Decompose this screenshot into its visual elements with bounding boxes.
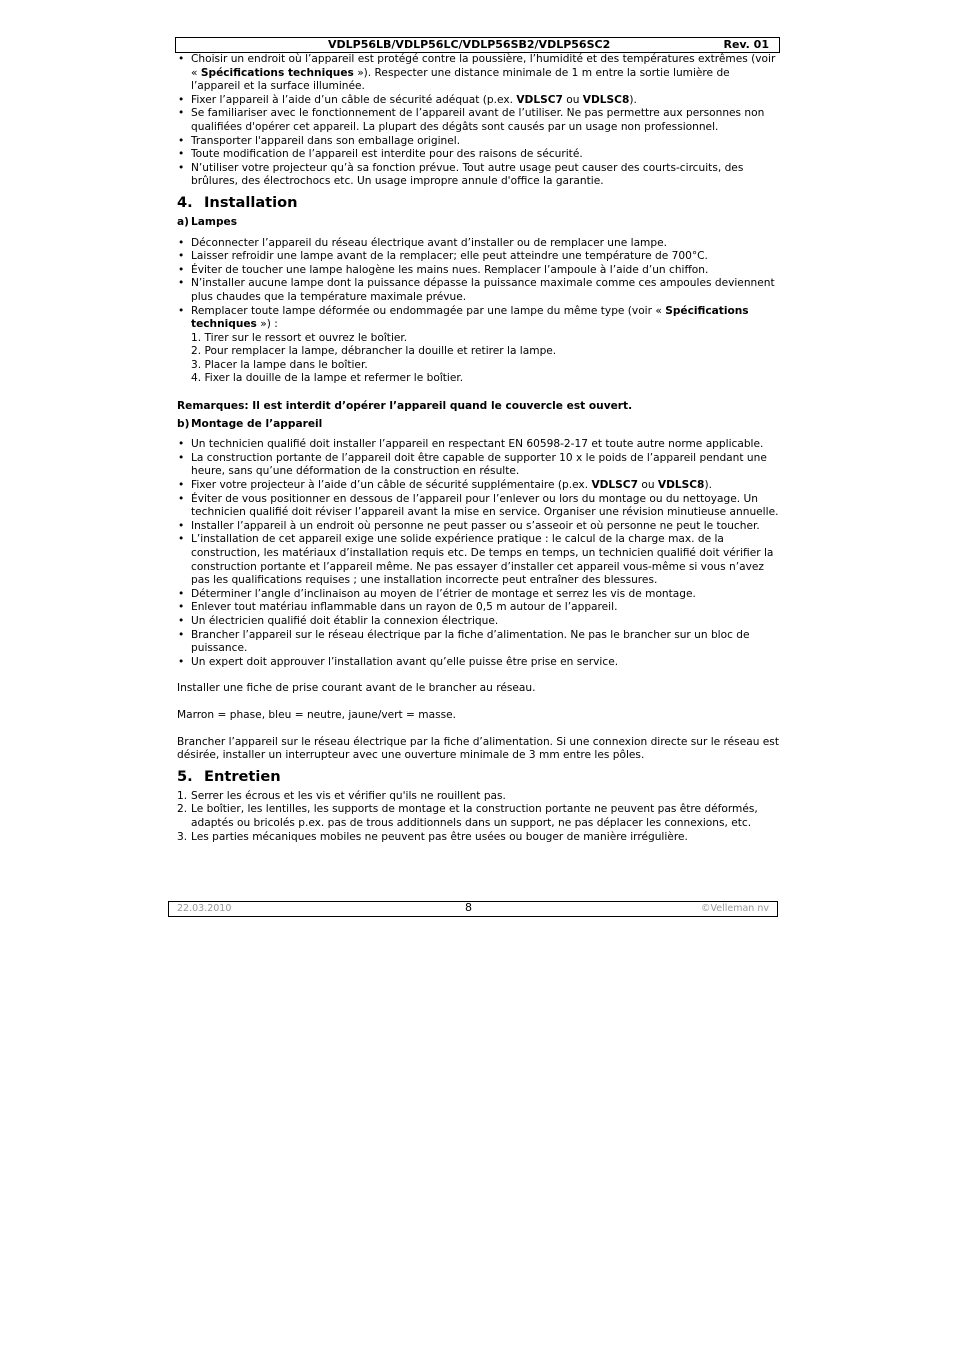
list-item: • N’installer aucune lampe dont la puissance dépasse la puissance maximale comme ces ampoules deviennent plus chaudes que la température maximale prévue. [177, 277, 781, 304]
maintenance-list [177, 790, 781, 844]
list-item: 3. Les parties mécaniques mobiles ne peuvent pas être usées ou bouger de manière irrégulière. [177, 830, 688, 843]
list-item: 2. Le boîtier, les lentilles, les supports de montage et la construction portante ne peuvent pas être déformés, adaptés ou bricolés p.ex. pas de trous additionnels dans un support, ne pas déplacer les connexions, etc. [177, 803, 758, 829]
list-item: • Remplacer toute lampe déformée ou endommagée par une lampe du même type (voir « Spécifications techniques ») : [177, 305, 781, 332]
list-item: • Déterminer l’angle d’inclinaison au moyen de l’étrier de montage et serrez les vis de montage. [177, 588, 781, 602]
copyright-notice: ©Velleman nv [701, 903, 769, 914]
step-item: 1. Tirer sur le ressort et ouvrez le boîtier. [191, 331, 408, 344]
list-item: • Éviter de toucher une lampe halogène les mains nues. Remplacer l’ampoule à l’aide d’un chiffon. [177, 264, 781, 278]
section-heading-entretien: 5. Entretien [177, 767, 281, 785]
lamp-bullet-list [177, 237, 781, 332]
paragraph-plug: Installer une fiche de prise courant avant de le brancher au réseau. [177, 682, 536, 695]
list-item: • Toute modification de l’appareil est interdite pour des raisons de sécurité. [177, 148, 781, 162]
page-content [177, 53, 781, 844]
step-item: 2. Pour remplacer la lampe, débrancher la douille et retirer la lampe. [191, 345, 557, 358]
remark-note: Remarques: Il est interdit d’opérer l’appareil quand le couvercle est ouvert. [177, 400, 633, 413]
list-item: • Se familiariser avec le fonctionnement de l’appareil avant de l’utiliser. Ne pas permettre aux personnes non qualifiées d'opérer cet appareil. La plupart des dégâts sont causés par un usage non professionnel. [177, 107, 781, 134]
list-item: 1. Serrer les écrous et les vis et vérifier qu'ils ne rouillent pas. [177, 789, 506, 802]
list-item: • Éviter de vous positionner en dessous de l’appareil pour l’enlever ou lors du montage ou du nettoyage. Un technicien qualifié doit réviser l’appareil avant la mise en service. Organiser une révision minutieuse annuelle. [177, 493, 781, 520]
list-item: • Un électricien qualifié doit établir la connexion électrique. [177, 615, 781, 629]
paragraph-wiring-colors: Marron = phase, bleu = neutre, jaune/vert = masse. [177, 708, 457, 721]
subsection-heading-lampes: a) Lampes [177, 215, 238, 228]
list-item: • Un technicien qualifié doit installer l’appareil en respectant EN 60598-2-17 et toute autre norme applicable. [177, 438, 781, 452]
list-item: • Laisser refroidir une lampe avant de la remplacer; elle peut atteindre une température de 700°C. [177, 250, 781, 264]
list-item: • Un expert doit approuver l’installation avant qu’elle puisse être prise en service. [177, 656, 781, 670]
list-item: • Transporter l'appareil dans son emballage originel. [177, 135, 781, 149]
list-item: • La construction portante de l’appareil doit être capable de supporter 10 x le poids de l’appareil pendant une heure, sans qu’une déformation de la construction en résulte. [177, 452, 781, 479]
list-item: • Fixer votre projecteur à l’aide d’un câble de sécurité supplémentaire (p.ex. VDLSC7 ou VDLSC8). [177, 479, 781, 493]
list-item: • Choisir un endroit où l’appareil est protégé contre la poussière, l’humidité et des températures extrêmes (voir « Spécifications techniques »). Respecter une distance minimale de 1 m entre la sortie lumière de l’appareil et la surface illuminée. [177, 53, 781, 94]
subsection-heading-montage: b) Montage de l’appareil [177, 417, 323, 430]
mounting-bullet-list [177, 438, 781, 669]
revision-label: Rev. 01 [723, 38, 769, 51]
intro-bullet-list [177, 53, 781, 189]
paragraph-mains-connection: Brancher l’appareil sur le réseau électrique par la fiche d’alimentation. Si une connexion directe sur le réseau est désirée, installer un interrupteur avec une ouverture minimale de 3 mm entre les pôles. [177, 735, 779, 762]
lamp-replacement-steps [177, 332, 781, 386]
list-item: • Fixer l’appareil à l’aide d’un câble de sécurité adéquat (p.ex. VDLSC7 ou VDLSC8). [177, 94, 781, 108]
section-heading-installation: 4. Installation [177, 193, 298, 211]
list-item: • Brancher l’appareil sur le réseau électrique par la fiche d’alimentation. Ne pas le brancher sur un bloc de puissance. [177, 629, 781, 656]
list-item: • Installer l’appareil à un endroit où personne ne peut passer ou s’asseoir et où personne ne peut le toucher. [177, 520, 781, 534]
step-item: 4. Fixer la douille de la lampe et refermer le boîtier. [191, 372, 464, 385]
page-header [175, 37, 780, 53]
list-item: • Déconnecter l’appareil du réseau électrique avant d’installer ou de remplacer une lampe. [177, 237, 781, 251]
page-number: 8 [465, 901, 472, 914]
step-item: 3. Placer la lampe dans le boîtier. [191, 358, 368, 371]
list-item: • N’utiliser votre projecteur qu’à sa fonction prévue. Tout autre usage peut causer des courts-circuits, des brûlures, des électrochocs etc. Un usage impropre annule d'office la garantie. [177, 162, 781, 189]
revision-date: 22.03.2010 [177, 903, 232, 914]
model-numbers: VDLP56LB/VDLP56LC/VDLP56SB2/VDLP56SC2 [328, 38, 611, 51]
page-footer [168, 901, 778, 917]
list-item: • Enlever tout matériau inflammable dans un rayon de 0,5 m autour de l’appareil. [177, 601, 781, 615]
list-item: • L’installation de cet appareil exige une solide expérience pratique : le calcul de la charge max. de la construction, les matériaux d’installation requis etc. De temps en temps, un technicien qualifié doit vérifier la construction portante et l’appareil même. Ne pas essayer d’installer cet appareil vous-même si vous n’avez pas les qualifications requises ; une installation incorrecte peut entraîner des blessures. [177, 533, 781, 587]
